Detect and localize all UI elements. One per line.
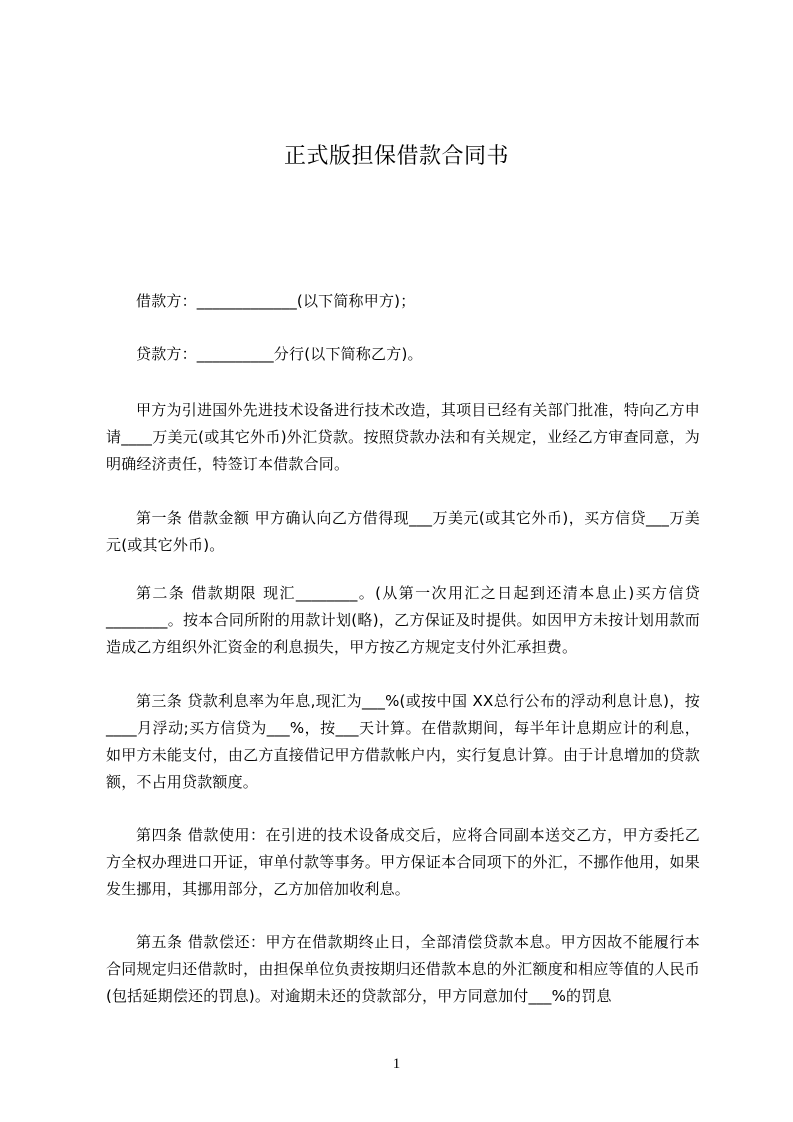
preamble-paragraph: 甲方为引进国外先进技术设备进行技术改造，其项目已经有关部门批准，特向乙方申请____万美元(或其它外币)外汇贷款。按照贷款办法和有关规定，业经乙方审查同意，为明确经济责任，特签订本借款合同。	[106, 401, 700, 473]
article-5-paragraph: 第五条 借款偿还：甲方在借款期终止日，全部清偿贷款本息。甲方因故不能履行本合同规定归还借款时，由担保单位负责按期归还借款本息的外汇额度和相应等值的人民币(包括延期偿还的罚息)。对逾期未还的贷款部分，甲方同意加付___%的罚息	[106, 933, 700, 1005]
article-2-paragraph: 第二条 借款期限 现汇________。(从第一次用汇之日起到还清本息止)买方信贷________。按本合同所附的用款计划(略)，乙方保证及时提供。如因甲方未按计划用款而造成乙方组织外汇资金的利息损失，甲方按乙方规定支付外汇承担费。	[106, 584, 700, 656]
lender-line: 贷款方：__________分行(以下简称乙方)。	[136, 345, 423, 363]
article-4-paragraph: 第四条 借款使用：在引进的技术设备成交后，应将合同副本送交乙方，甲方委托乙方全权办理进口开证，审单付款等事务。甲方保证本合同项下的外汇，不挪作他用，如果发生挪用，其挪用部分，乙方加倍加收利息。	[106, 826, 700, 898]
page-number: 1	[392, 1056, 401, 1072]
article-3-paragraph: 第三条 贷款利息率为年息,现汇为___%(或按中国 XX总行公布的浮动利息计息)，按____月浮动;买方信贷为___%，按___天计算。在借款期间，每半年计息期应计的利息，如甲方未能支付，由乙方直接借记甲方借款帐户内，实行复息计算。由于计息增加的贷款额，不占用贷款额度。	[106, 692, 700, 791]
article-1-paragraph: 第一条 借款金额 甲方确认向乙方借得现___万美元(或其它外币)，买方信贷___万美元(或其它外币)。	[106, 509, 700, 554]
borrower-line: 借款方：_____________(以下简称甲方)；	[136, 292, 416, 310]
document-title: 正式版担保借款合同书	[283, 144, 509, 169]
